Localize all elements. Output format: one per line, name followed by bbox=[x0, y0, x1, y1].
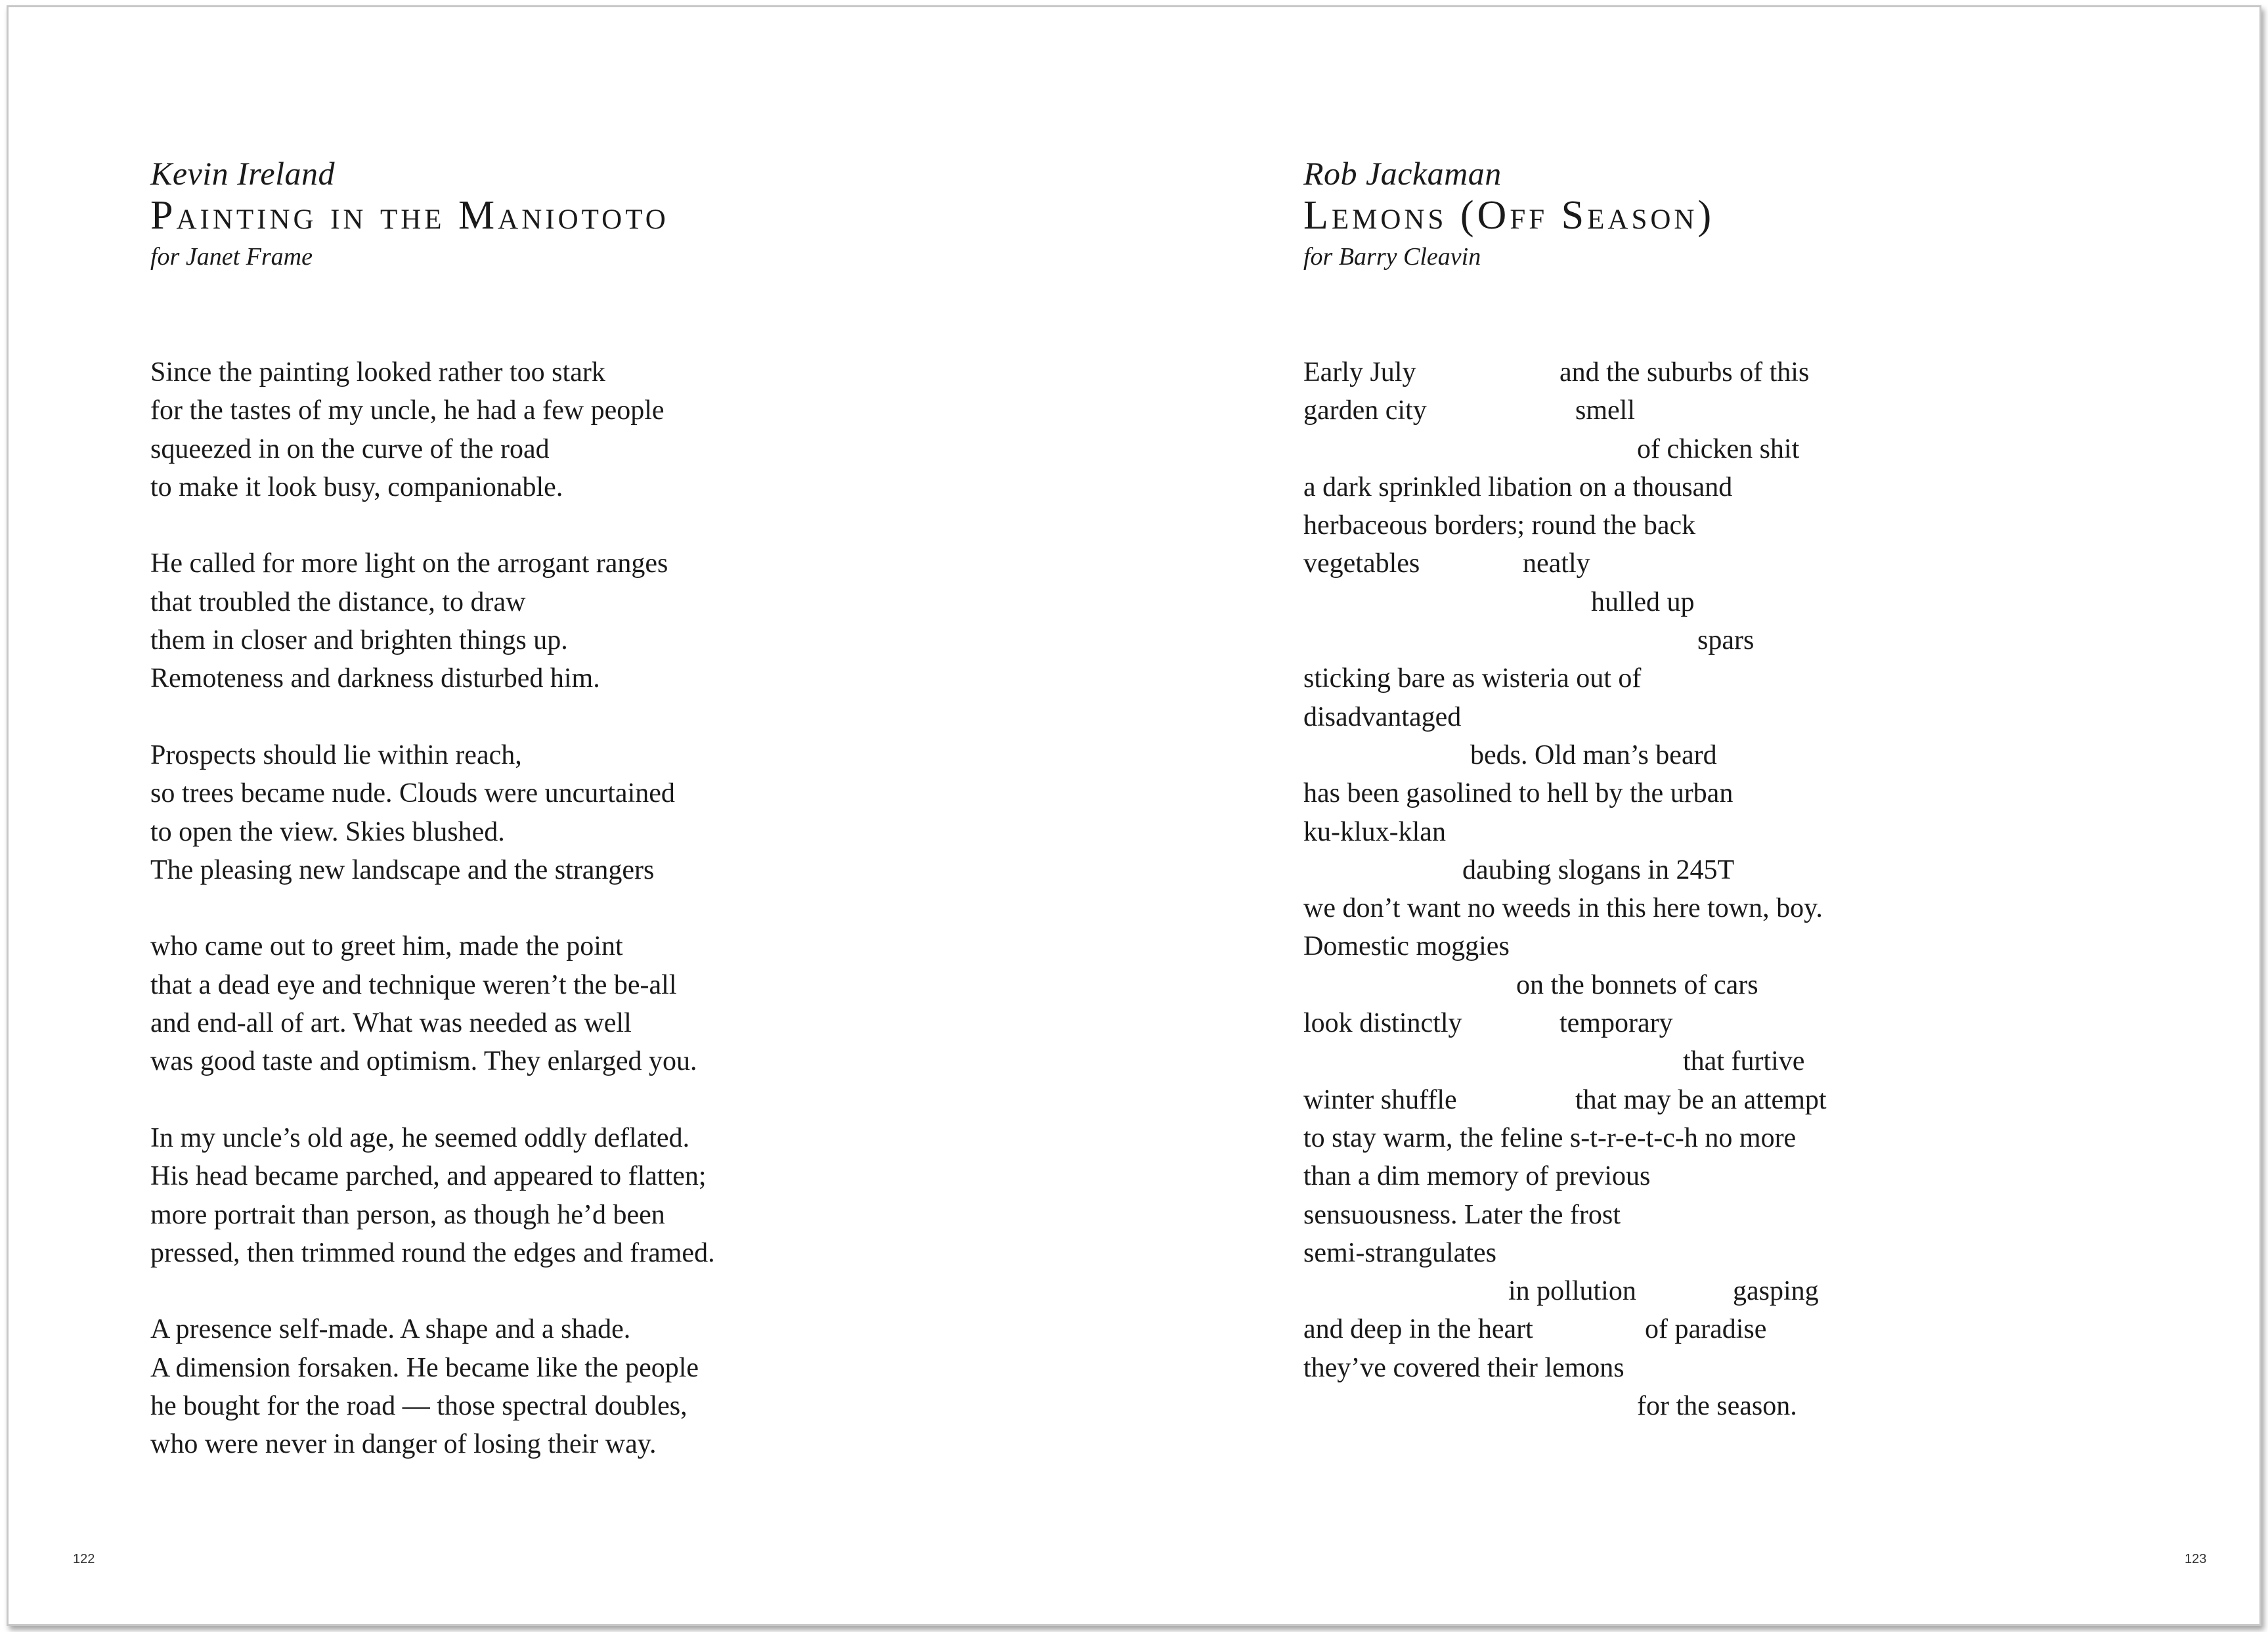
page-number: 122 bbox=[73, 1552, 95, 1566]
stanza-break bbox=[150, 698, 715, 736]
poem-fragment: smell bbox=[1575, 395, 1635, 426]
poem-line: He called for more light on the arrogant ranges bbox=[150, 548, 668, 579]
poem-fragment: garden city bbox=[1303, 395, 1427, 426]
poem-fragment: semi-strangulates bbox=[1303, 1237, 1496, 1268]
right-page bbox=[1134, 7, 2259, 1624]
poem-header bbox=[150, 153, 669, 276]
poem-line: and end-all of art. What was needed as well bbox=[150, 1008, 632, 1039]
stanza-break bbox=[150, 1081, 715, 1119]
poem-line: more portrait than person, as though he’d been bbox=[150, 1199, 665, 1230]
poem-fragment: that may be an attempt bbox=[1575, 1084, 1827, 1115]
poem-fragment: gasping bbox=[1733, 1276, 1819, 1307]
stanza-break bbox=[150, 1272, 715, 1310]
poem-dedication: for Barry Cleavin bbox=[1303, 243, 1481, 271]
poem-fragment: winter shuffle bbox=[1303, 1084, 1457, 1115]
poem-fragment: on the bonnets of cars bbox=[1516, 969, 1758, 1000]
poem-fragment: for the season. bbox=[1637, 1391, 1797, 1422]
poem-line: pressed, then trimmed round the edges and framed. bbox=[150, 1237, 715, 1268]
poem-fragment: hulled up bbox=[1591, 586, 1695, 617]
poem-fragment: a dark sprinkled libation on a thousand bbox=[1303, 472, 1733, 502]
poem-dedication: for Janet Frame bbox=[150, 243, 313, 271]
poem-fragment: look distinctly bbox=[1303, 1008, 1462, 1039]
poem-title: Painting in the Maniototo bbox=[150, 193, 669, 238]
poem-fragment: sticking bare as wisteria out of bbox=[1303, 663, 1642, 694]
stanza-break bbox=[150, 889, 715, 927]
book-spread bbox=[7, 5, 2261, 1626]
poem-line: squeezed in on the curve of the road bbox=[150, 433, 550, 464]
poem-fragment: ku-klux-klan bbox=[1303, 816, 1446, 847]
poem-line: Remoteness and darkness disturbed him. bbox=[150, 663, 600, 694]
poem-author: Kevin Ireland bbox=[150, 155, 335, 192]
poem-fragment: Domestic moggies bbox=[1303, 931, 1510, 962]
poem-line: A presence self-made. A shape and a shade. bbox=[150, 1314, 631, 1345]
poem-line: Since the painting looked rather too stark bbox=[150, 357, 605, 387]
poem-title: Lemons (Off Season) bbox=[1303, 193, 1715, 238]
poem-fragment: disadvantaged bbox=[1303, 701, 1462, 732]
poem-line: them in closer and brighten things up. bbox=[150, 625, 568, 656]
poem-fragment: temporary bbox=[1559, 1008, 1673, 1039]
poem-fragment: of chicken shit bbox=[1637, 433, 1800, 464]
poem-fragment: to stay warm, the feline s-t-r-e-t-c-h no more bbox=[1303, 1122, 1797, 1153]
poem-fragment: than a dim memory of previous bbox=[1303, 1161, 1651, 1192]
poem-header bbox=[1303, 153, 1714, 276]
poem-fragment: vegetables bbox=[1303, 548, 1420, 579]
poem-line: Prospects should lie within reach, bbox=[150, 739, 522, 770]
page-number: 123 bbox=[2185, 1552, 2207, 1566]
poem-line: he bought for the road — those spectral doubles, bbox=[150, 1391, 687, 1422]
poem-body bbox=[150, 353, 715, 1464]
poem-fragment: in pollution bbox=[1508, 1276, 1636, 1307]
stanza-break bbox=[150, 506, 715, 544]
poem-line: The pleasing new landscape and the strangers bbox=[150, 854, 655, 885]
poem-fragment: we don’t want no weeds in this here town, boy. bbox=[1303, 893, 1823, 924]
poem-line: to open the view. Skies blushed. bbox=[150, 816, 505, 847]
poem-line: was good taste and optimism. They enlarged you. bbox=[150, 1046, 697, 1077]
poem-line: who were never in danger of losing their way. bbox=[150, 1429, 657, 1460]
poem-fragment: daubing slogans in 245T bbox=[1462, 854, 1735, 885]
poem-fragment: beds. Old man’s beard bbox=[1470, 739, 1717, 770]
poem-fragment: of paradise bbox=[1645, 1314, 1767, 1345]
poem-line: so trees became nude. Clouds were uncurtained bbox=[150, 778, 675, 809]
poem-fragment: herbaceous borders; round the back bbox=[1303, 510, 1696, 541]
poem-fragment: that furtive bbox=[1683, 1046, 1805, 1077]
poem-line: to make it look busy, companionable. bbox=[150, 472, 563, 502]
poem-fragment: has been gasolined to hell by the urban bbox=[1303, 778, 1734, 809]
poem-fragment: neatly bbox=[1523, 548, 1590, 579]
poem-fragment: spars bbox=[1697, 625, 1755, 656]
poem-fragment: and deep in the heart bbox=[1303, 1314, 1533, 1345]
poem-line: that a dead eye and technique weren’t the be-all bbox=[150, 969, 677, 1000]
poem-line: who came out to greet him, made the point bbox=[150, 931, 623, 962]
poem-line: His head became parched, and appeared to flatten; bbox=[150, 1161, 707, 1192]
poem-fragment: sensuousness. Later the frost bbox=[1303, 1199, 1621, 1230]
poem-fragment: they’ve covered their lemons bbox=[1303, 1352, 1625, 1383]
poem-line: for the tastes of my uncle, he had a few people bbox=[150, 395, 665, 426]
poem-line: A dimension forsaken. He became like the people bbox=[150, 1352, 699, 1383]
poem-fragment: and the suburbs of this bbox=[1559, 357, 1810, 387]
poem-author: Rob Jackaman bbox=[1303, 155, 1502, 192]
poem-fragment: Early July bbox=[1303, 357, 1416, 387]
poem-line: In my uncle’s old age, he seemed oddly deflated. bbox=[150, 1122, 690, 1153]
left-page bbox=[9, 7, 1134, 1624]
poem-line: that troubled the distance, to draw bbox=[150, 586, 526, 617]
